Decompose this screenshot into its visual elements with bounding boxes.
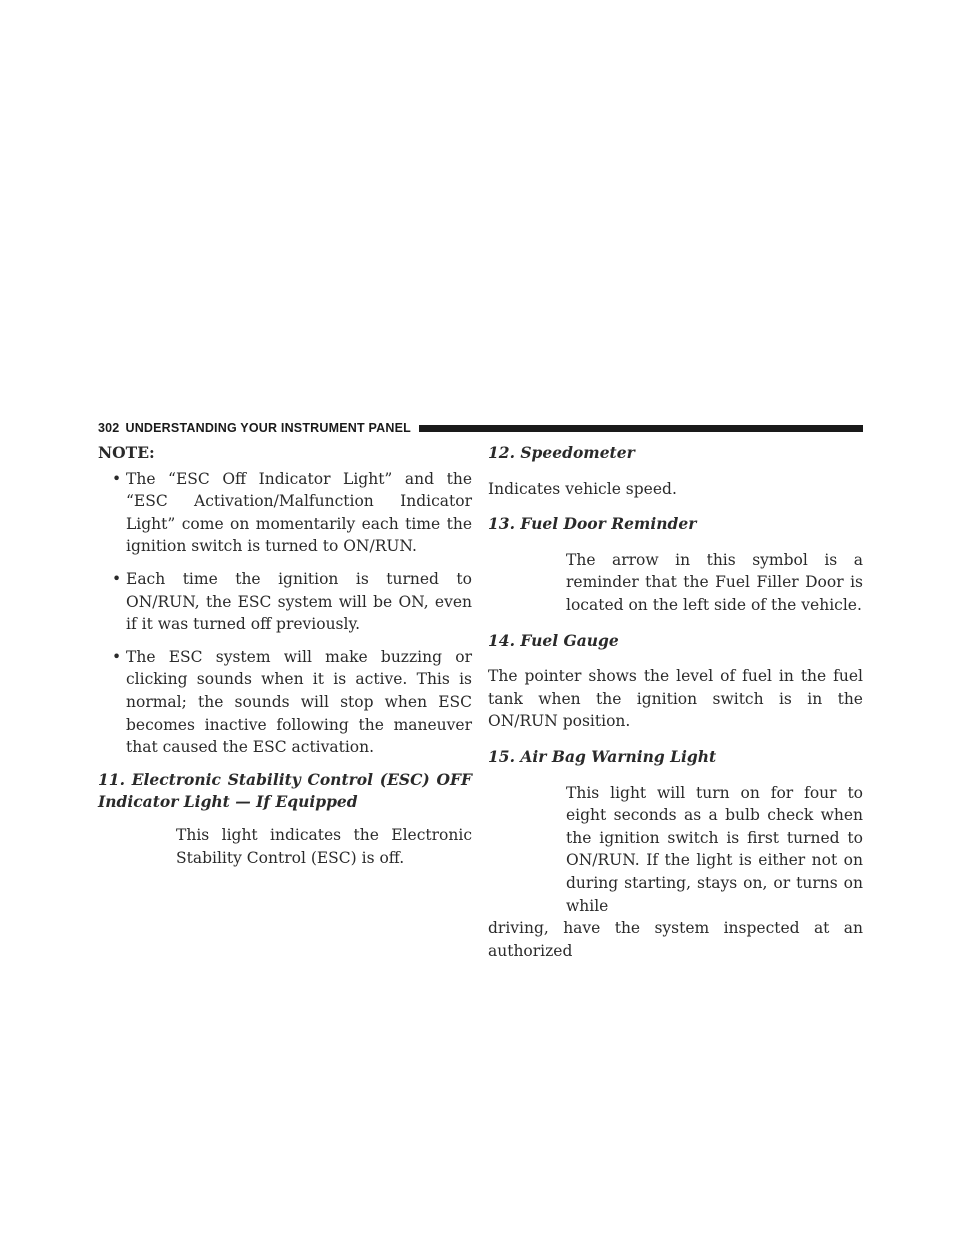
page-number: 302 [98,421,120,435]
note-bullet-2 [98,568,472,636]
item-11-text: This light indicates the Electronic Stability Control (ESC) is off. [176,825,472,867]
note-label: NOTE: [98,443,155,462]
note-bullet-text: The ESC system will make buzzing or clicking sounds when it is active. This is normal; the sounds will stop when ESC becomes inactive following the maneuver that caused the ESC activation. [126,647,472,757]
item-13-heading: 13. Fuel Door Reminder [488,514,697,534]
section-title: UNDERSTANDING YOUR INSTRUMENT PANEL [125,421,411,435]
right-column [488,442,863,962]
bullet-dot: • [112,647,122,666]
item-12-heading: 12. Speedometer [488,443,635,462]
item-14-heading: 14. Fuel Gauge [488,630,619,650]
bullet-dot: • [112,469,122,488]
item-14-text: The pointer shows the level of fuel in the fuel tank when the ignition switch is in the ON/RUN position. [488,667,863,731]
item-12-text: Indicates vehicle speed. [488,479,677,498]
note-bullet-text: The “ESC Off Indicator Light” and the “ESC Activation/Malfunction Indicator Light” come on momentarily each time the ignition switch is turned to ON/RUN. [126,469,472,556]
left-column [98,442,472,869]
note-bullet-text: Each time the ignition is turned to ON/RUN, the ESC system will be ON, even if it was turned off previously. [126,569,472,634]
note-bullet-list [98,468,472,759]
item-15-heading: 15. Air Bag Warning Light [488,746,717,766]
item-15-text: This light will turn on for four to eight seconds as a bulb check when the ignition switch is first turned to ON/RUN. If the light is either not on during starting, stays on, or turns on while [566,783,863,915]
item-11-heading: 11. Electronic Stability Control (ESC) OFF Indicator Light — If Equipped [98,769,472,812]
header-rule [419,425,863,432]
item-15-text-continued: driving, have the system inspected at an authorized [488,919,863,960]
bullet-dot: • [112,569,122,588]
item-13-text: The arrow in this symbol is a reminder that the Fuel Filler Door is located on the left side of the vehicle. [566,550,863,614]
note-bullet-3 [98,646,472,759]
note-bullet-1 [98,468,472,558]
page-header [98,419,863,437]
